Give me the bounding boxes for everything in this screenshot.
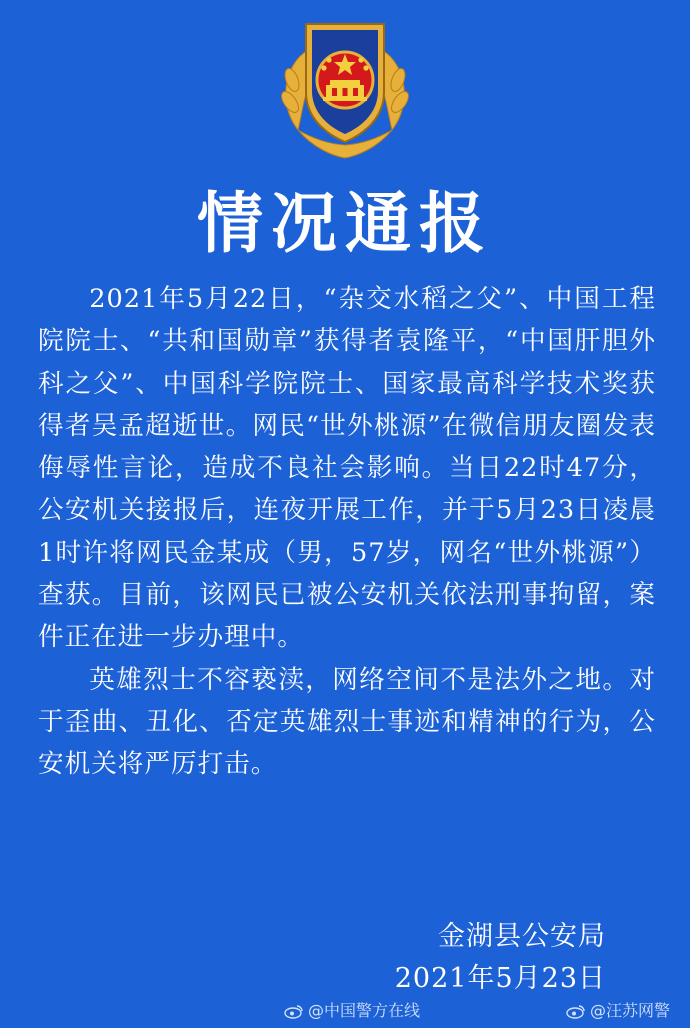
notice-paragraph: 英雄烈士不容亵渎，网络空间不是法外之地。对于歪曲、丑化、否定英雄烈士事迹和精神的行为，公安机关将严厉打击。 <box>38 664 656 780</box>
notice-title: 情况通报 <box>197 185 493 262</box>
weibo-icon <box>566 1003 586 1019</box>
notice-paragraph: 2021年5月22日，“杂交水稻之父”、中国工程院院士、“共和国勋章”获得者袁隆平，“中国肝胆外科之父”、中国科学院院士、国家最高科学技术奖获得者吴孟超逝世。网民“世外桃源”在微信朋友圈发表侮辱性言论，造成不良社会影响。当日22时47分，公安机关接报后，连夜开展工作，并于5月23日凌晨1时许将网民金某成（男，57岁，网名“世外桃源”）查获。目前，该网民已被公安机关依法刑事拘留，案件正在进一步办理中。 <box>38 284 656 653</box>
weibo-icon <box>284 1003 304 1019</box>
watermark-left <box>284 1000 420 1022</box>
notice-body <box>38 278 656 786</box>
police-emblem-icon <box>268 10 422 162</box>
watermark-right-text: @汪苏网警 <box>590 1001 671 1020</box>
watermark-left-text: @中国警方在线 <box>308 1001 421 1020</box>
signature-block <box>395 916 606 1000</box>
issuer-name: 金湖县公安局 <box>438 921 606 952</box>
issue-date: 2021年5月23日 <box>394 963 606 994</box>
watermark-right <box>566 1000 670 1022</box>
